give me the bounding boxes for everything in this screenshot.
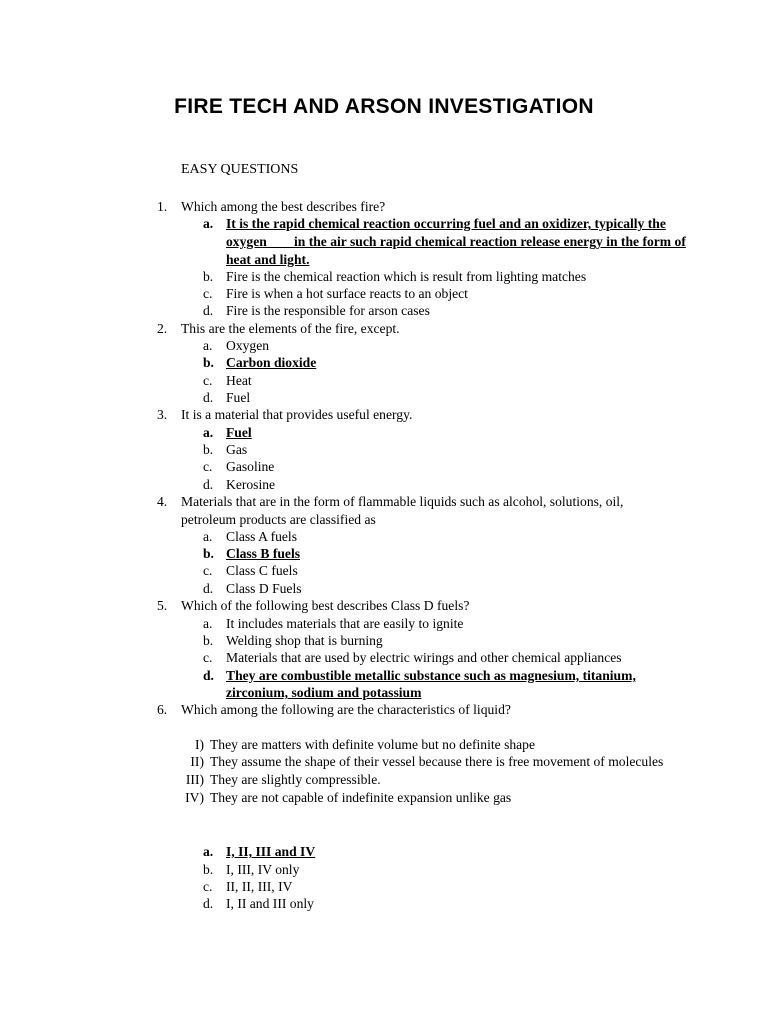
option-letter: d.: [203, 303, 214, 318]
question-number: 2.: [157, 321, 168, 336]
statement-numeral: II): [190, 754, 204, 769]
question-number: 5.: [157, 598, 168, 613]
document-title: FIRE TECH AND ARSON INVESTIGATION: [174, 95, 594, 118]
statement-numeral: IV): [185, 790, 204, 805]
option-text: Welding shop that is burning: [226, 633, 383, 648]
option-text: I, II and III only: [226, 896, 314, 911]
option-letter: a.: [203, 216, 214, 231]
question-text: Which among the following are the characteristics of liquid?: [181, 702, 511, 717]
question-number: 6.: [157, 702, 168, 717]
option-letter: d.: [203, 896, 214, 911]
option-text: Fuel: [226, 390, 251, 405]
option-text: Class B fuels: [226, 546, 301, 561]
option-text: Heat: [226, 373, 252, 388]
statement-text: They are not capable of indefinite expansion unlike gas: [210, 790, 512, 805]
statement-numeral: III): [185, 772, 204, 787]
option-text: Fire is the chemical reaction which is result from lighting matches: [226, 269, 587, 284]
option-text: Fire is when a hot surface reacts to an object: [226, 286, 468, 301]
option-text: They are combustible metallic substance such as magnesium, titanium,: [226, 668, 636, 683]
option-letter: b.: [203, 355, 214, 370]
option-letter: a.: [203, 844, 214, 859]
option-letter: b.: [203, 546, 214, 561]
option-text: II, II, III, IV: [226, 879, 293, 894]
question-number: 4.: [157, 494, 168, 509]
question-text: Which of the following best describes Class D fuels?: [181, 598, 470, 613]
option-text: I, II, III and IV: [226, 844, 316, 859]
option-text: Gasoline: [226, 459, 275, 474]
option-text: Kerosine: [226, 477, 276, 492]
option-text: Fire is the responsible for arson cases: [226, 303, 430, 318]
option-letter: c.: [203, 879, 213, 894]
option-text: Carbon dioxide: [226, 355, 317, 370]
question-number: 3.: [157, 407, 168, 422]
option-text: It includes materials that are easily to ignite: [226, 616, 464, 631]
option-letter: c.: [203, 563, 213, 578]
option-text: Gas: [226, 442, 248, 457]
option-letter: c.: [203, 373, 213, 388]
option-letter: d.: [203, 477, 214, 492]
option-letter: a.: [203, 616, 213, 631]
option-text: Oxygen: [226, 338, 270, 353]
option-text: Class A fuels: [226, 529, 297, 544]
option-text: I, III, IV only: [226, 862, 300, 877]
option-text: It is the rapid chemical reaction occurring fuel and an oxidizer, typically the: [226, 216, 666, 231]
statement-text: They are slightly compressible.: [210, 772, 381, 787]
option-letter: c.: [203, 650, 213, 665]
statement-text: They are matters with definite volume but no definite shape: [210, 737, 536, 752]
option-letter: a.: [203, 425, 214, 440]
question-text: petroleum products are classified as: [181, 512, 376, 527]
question-text: This are the elements of the fire, except.: [181, 321, 400, 336]
option-letter: b.: [203, 862, 214, 877]
question-text: Materials that are in the form of flammable liquids such as alcohol, solutions, oil,: [181, 494, 624, 509]
option-letter: b.: [203, 442, 214, 457]
option-text: Class C fuels: [226, 563, 298, 578]
statement-numeral: I): [194, 737, 204, 752]
option-letter: d.: [203, 390, 214, 405]
option-letter: b.: [203, 633, 214, 648]
question-number: 1.: [157, 199, 168, 214]
option-letter: c.: [203, 459, 213, 474]
option-letter: a.: [203, 338, 213, 353]
option-letter: c.: [203, 286, 213, 301]
option-text: heat and light.: [226, 252, 310, 267]
option-text: Materials that are used by electric wirings and other chemical appliances: [226, 650, 622, 665]
question-text: Which among the best describes fire?: [181, 199, 386, 214]
option-letter: d.: [203, 668, 214, 683]
option-text: Class D Fuels: [226, 581, 302, 596]
option-text: oxygen in the air such rapid chemical reaction release energy in the form of: [226, 234, 686, 249]
option-letter: a.: [203, 529, 213, 544]
option-text: zirconium, sodium and potassium: [226, 685, 422, 700]
question-text: It is a material that provides useful energy.: [181, 407, 413, 422]
option-text: Fuel: [226, 425, 252, 440]
section-heading: EASY QUESTIONS: [181, 162, 299, 177]
option-letter: b.: [203, 269, 214, 284]
option-letter: d.: [203, 581, 214, 596]
statement-text: They assume the shape of their vessel because there is free movement of molecules: [210, 754, 664, 769]
